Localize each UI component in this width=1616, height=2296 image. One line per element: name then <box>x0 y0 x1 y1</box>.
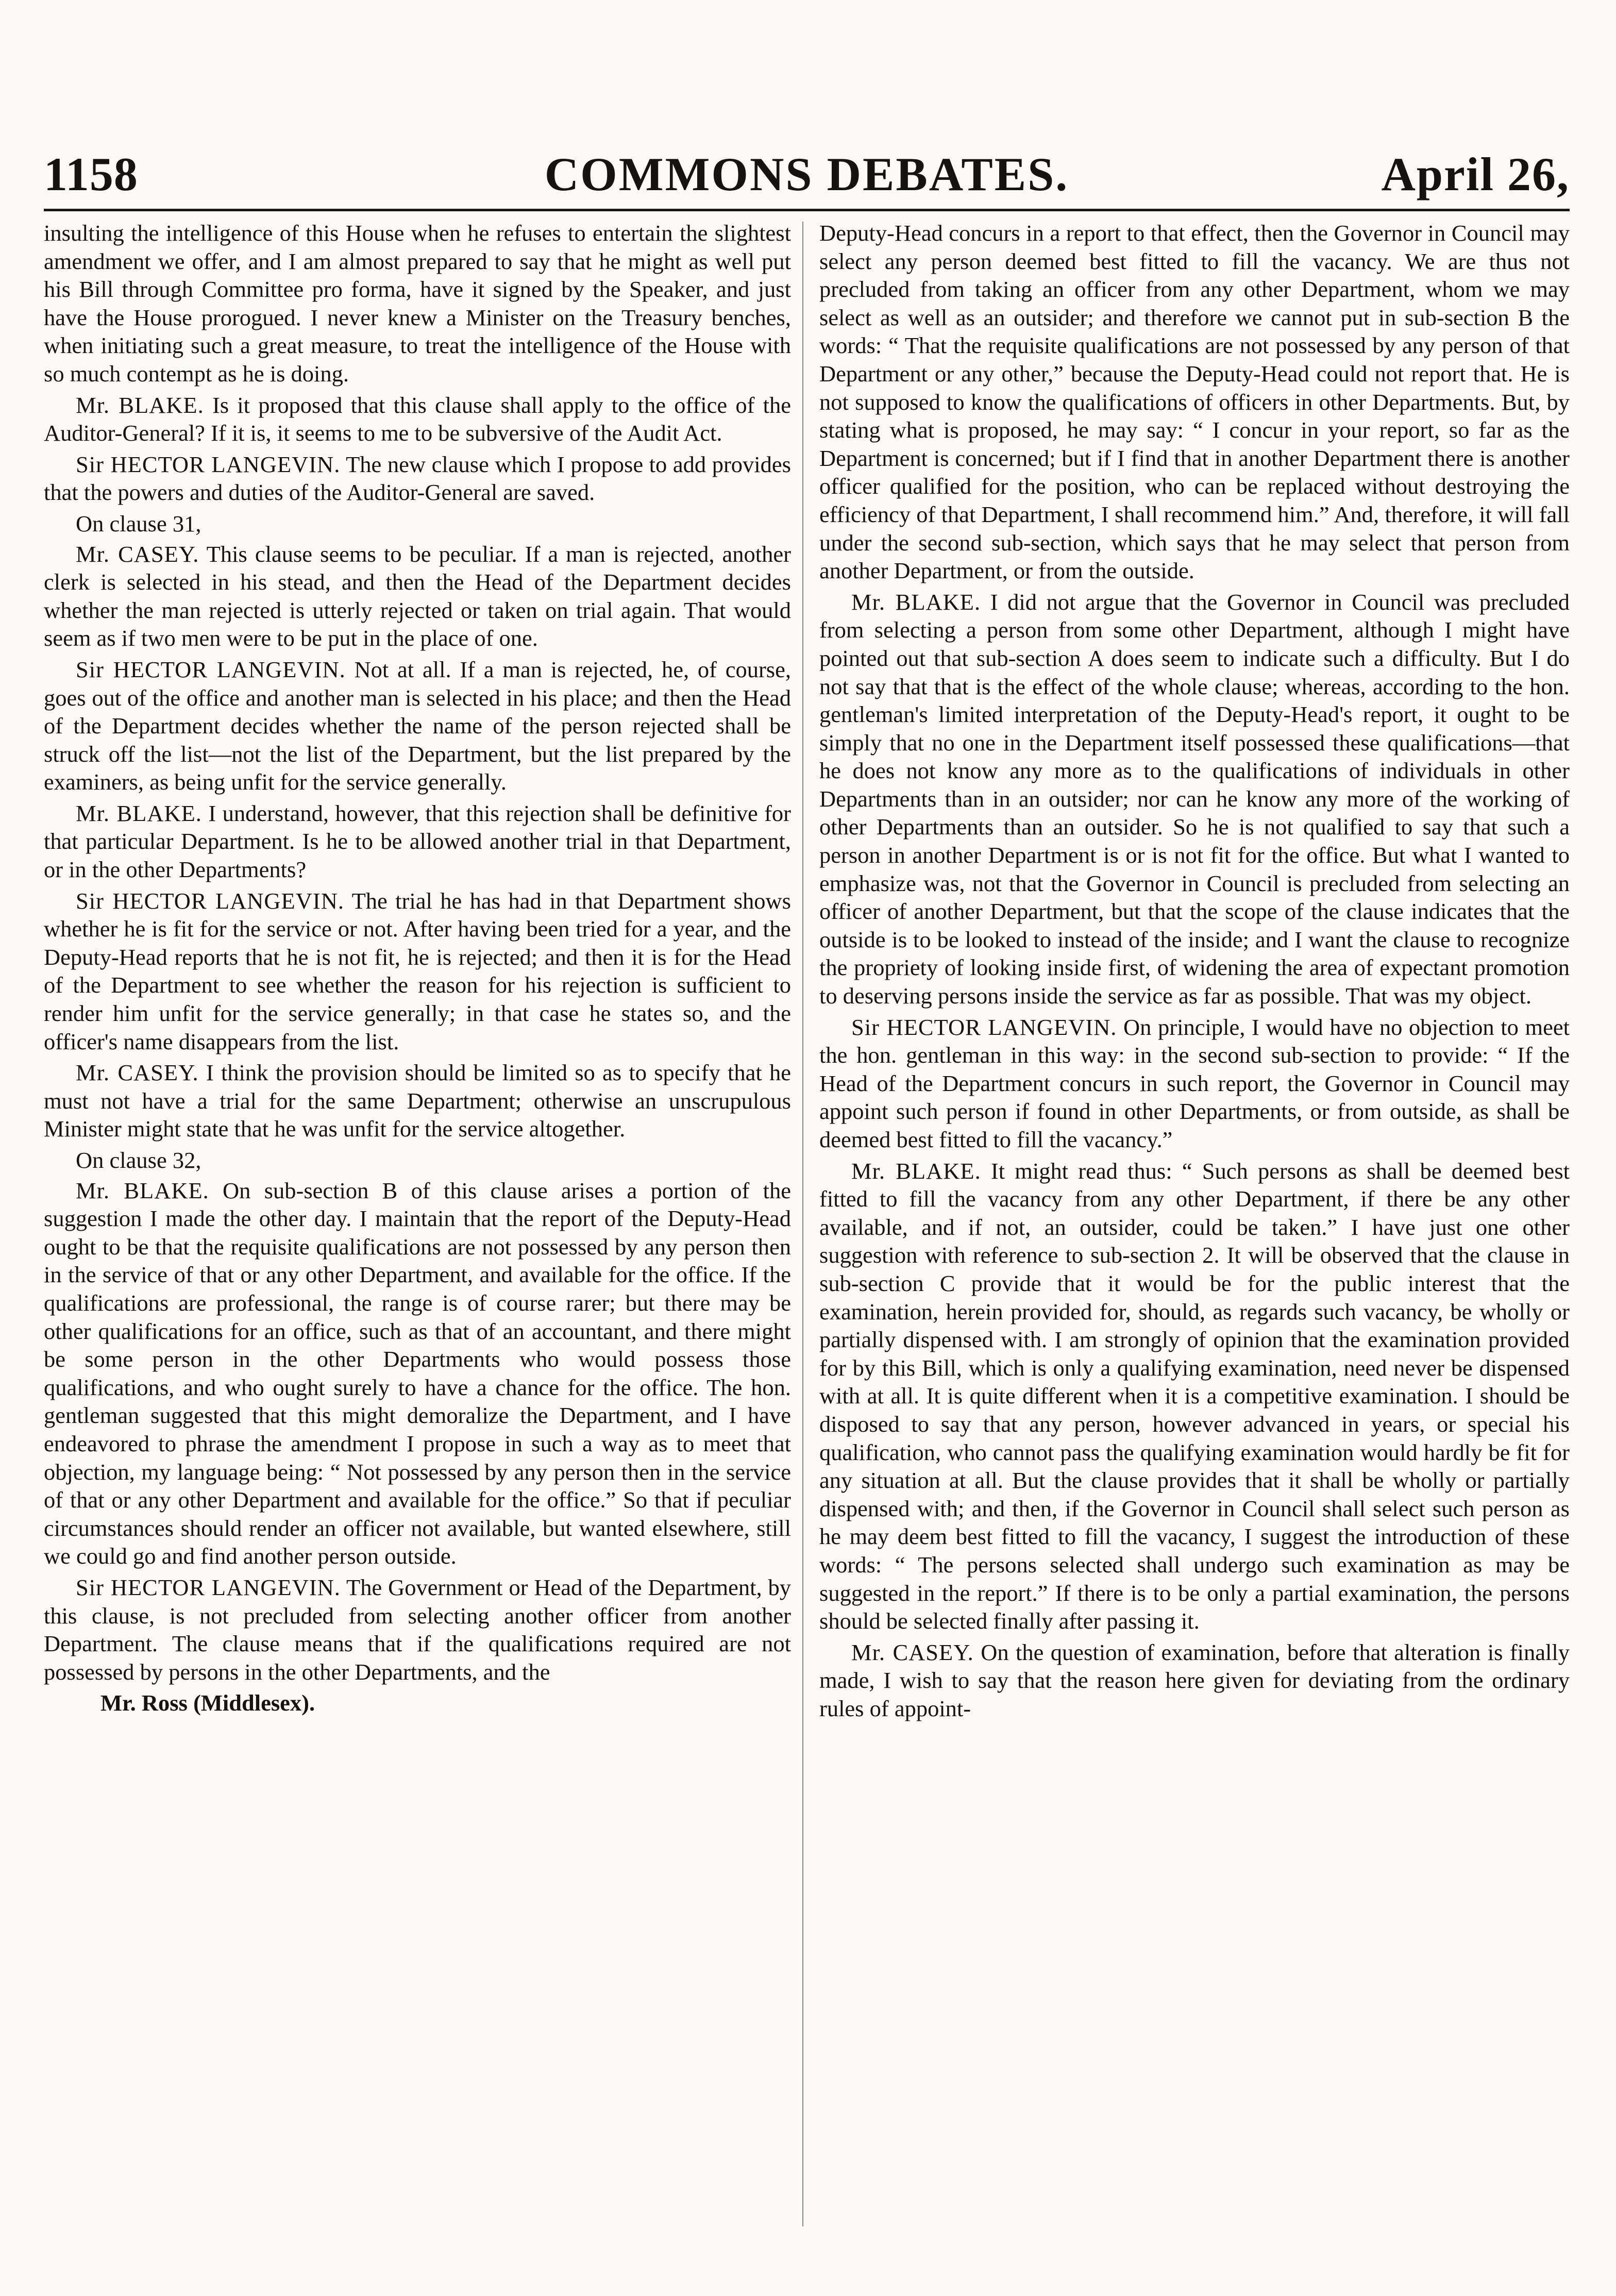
speaker-name: Mr. BLAKE. <box>76 392 204 418</box>
paragraph: Sir HECTOR LANGEVIN. The trial he has had in that Department shows whether he is fit for the service or not. After having been tried for a year, and the Deputy-Head reports that he is not fit, he is rejected; and then it is for the Head of the Department to see whether the reason for his rejection is sufficient to render him unfit for the service generally; in that case he states so, and the officer's name disappears from the list. <box>44 887 791 1054</box>
page-header <box>44 147 1570 211</box>
speaker-name: Mr. BLAKE. <box>76 800 202 826</box>
paragraph: Mr. BLAKE. Is it proposed that this clause shall apply to the office of the Auditor-General? If it is, it seems to me to be subversive of the Audit Act. <box>44 392 792 446</box>
paragraph: Mr. CASEY. This clause seems to be peculiar. If a man is rejected, another clerk is selected in his stead, and then the Head of the Department decides whether the man rejected is utterly rejected or taken on trial again. That would seem as if two men were to be put in the place of one. <box>44 541 791 651</box>
paragraph: Mr. BLAKE. It might read thus: “ Such persons as shall be deemed best fitted to fill the vacancy from any other Department, if there be any other available, and if not, an outsider, could be taken.” I have just one other suggestion with reference to sub-section 2. It will be observed that the clause in sub-section C provide that it would be for the public interest that the examination, herein provided for, should, as regards such vacancy, be wholly or partially dispensed with. I am strongly of opinion that the examination provided for by this Bill, which is only a qualifying examination, need never be dispensed with at all. It is quite different when it is a competitive examination. I should be disposed to say that any person, however advanced in years, or special his qualification, who cannot pass the qualifying examination would hardly be fit for any situation at all. But the clause provides that it shall be wholly or partially dispensed with; and then, if the Governor in Council shall select such person as he may deem best fitted to fill the vacancy, I suggest the introduction of these words: “ The persons selected shall undergo such examination as may be suggested in the report.” If there is to be only a partial examination, the persons should be selected finally after passing it. <box>819 1158 1570 1634</box>
speaker-name: Mr. CASEY. <box>851 1639 974 1665</box>
paragraph: Sir HECTOR LANGEVIN. The Government or Head of the Department, by this clause, is not precluded from selecting another officer from another Department. The clause means that if the qualifications required are not possessed by persons in the other Departments, and the <box>44 1574 792 1685</box>
clause-heading: On clause 32, <box>76 1147 201 1173</box>
paragraph: Sir HECTOR LANGEVIN. The new clause which I propose to add provides that the powers and duties of the Auditor-General are saved. <box>44 451 791 506</box>
speaker-name: Sir HECTOR LANGEVIN. <box>76 656 346 682</box>
clause-heading: On clause 31, <box>76 510 201 537</box>
column-divider <box>802 222 803 2226</box>
speaker-name: Mr. CASEY. <box>76 541 199 567</box>
page-number: 1158 <box>44 148 138 200</box>
speaker-name: Sir HECTOR LANGEVIN. <box>851 1014 1117 1040</box>
paragraph: Sir HECTOR LANGEVIN. Not at all. If a man is rejected, he, of course, goes out of the office and another man is selected in his place; and then the Head of the Department decides whether the name of the person rejected shall be struck off the list—not the list of the Department, but the list prepared by the examiners, as being unfit for the service generally. <box>44 656 791 795</box>
paragraph: Mr. CASEY. On the question of examination, before that alteration is finally made, I wish to say that the reason here given for deviating from the ordinary rules of appoint- <box>819 1639 1570 1721</box>
paragraph: Mr. BLAKE. I did not argue that the Governor in Council was precluded from selecting a person from some other Department, although I might have pointed out that sub-section A does seem to indicate such a difficulty. But I do not say that that is the effect of the whole clause; whereas, according to the hon. gentleman's limited interpretation of the Deputy-Head's report, it ought to be simply that no one in the Department itself possessed these qualifications—that he does not know any more as to the qualifications of individuals in other Departments than in an outsider; nor can he know any more of the working of other Departments than an outsider. So he is not qualified to say that such a person in another Department is or is not fit for the office. But what I wanted to emphasize was, not that the Governor in Council is precluded from selecting an officer of another Department, but that the scope of the clause indicates that the outside is to be looked to instead of the inside; and I want the clause to recognize the propriety of looking inside first, of widening the area of expectant promotion to deserving persons inside the service as far as possible. That was my object. <box>819 589 1570 1009</box>
right-column <box>819 219 1570 1725</box>
speaker-name: Sir HECTOR LANGEVIN. <box>76 1574 341 1600</box>
left-column <box>44 219 791 1720</box>
page-date: April 26, <box>1381 148 1570 200</box>
speaker-name: Mr. BLAKE. <box>851 1158 981 1184</box>
speaker-name: Mr. CASEY. <box>76 1060 199 1086</box>
speaker-name: Sir HECTOR LANGEVIN. <box>76 887 344 914</box>
page-title: COMMONS DEBATES. <box>544 148 1069 200</box>
paragraph: Mr. BLAKE. On sub-section B of this clause arises a portion of the suggestion I made the other day. I maintain that the report of the Deputy-Head ought to be that the requisite qualifications are not possessed by any person then in the service of that or any other Department, and available for the office. If the qualifications are professional, the range is of course rarer; but there may be other qualifications for an office, such as that of an accountant, and there might be some person in the other Departments who would possess those qualifications, and who ought surely to have a chance for the office. The hon. gentleman suggested that this might demoralize the Department, and I have endeavored to phrase the amendment I propose in such a way as to meet that objection, my language being: “ Not possessed by any person then in the service of that or any other Department and available for the office.” So that if peculiar circumstances should render an officer not available, but wanted elsewhere, still we could go and find another person outside. <box>44 1177 791 1569</box>
speaker-name: Mr. BLAKE. <box>76 1177 209 1203</box>
paragraph: Mr. CASEY. I think the provision should be limited so as to specify that he must not have a trial for the same Department; otherwise an unscrupulous Minister might state that he was unfit for the service altogether. <box>44 1060 791 1142</box>
paragraph: Mr. BLAKE. I understand, however, that this rejection shall be definitive for that particular Department. Is he to be allowed another trial in that Department, or in the other Departments? <box>44 800 791 883</box>
paragraph: Deputy-Head concurs in a report to that effect, then the Governor in Council may select any person deemed best fitted to fill the vacancy. We are thus not precluded from taking an officer from any other Department, whom we may select as well as an outsider; and therefore we cannot put in sub-section B the words: “ That the requisite qualifications are not possessed by any person of that Department or any other,” because the Deputy-Head could not report that. He is not supposed to know the qualifications of officers in other Departments. But, by stating what is proposed, he may say: “ I concur in your report, so far as the Department is concerned; but if I find that in another Department there is another officer qualified for the position, who can be replaced without destroying the efficiency of that Department, I shall recommend him.” And, therefore, it will fall under the second sub-section, which says that he may select that person from another Department, or from the outside. <box>819 220 1570 584</box>
speaker-name: Mr. BLAKE. <box>851 589 981 615</box>
speaker-name: Sir HECTOR LANGEVIN. <box>76 451 341 477</box>
paragraph: Sir HECTOR LANGEVIN. On principle, I would have no objection to meet the hon. gentleman in this way: in the second sub-section to provide: “ If the Head of the Department concurs in such report, the Governor in Council may appoint such person if found in other Departments, or from outside, as shall be deemed best fitted to fill the vacancy.” <box>819 1014 1570 1152</box>
paragraph: insulting the intelligence of this House when he refuses to entertain the slightest amendment we offer, and I am almost prepared to say that he might as well put his Bill through Committee pro forma, have it signed by the Speaker, and just have the House prorogued. I never knew a Minister on the Treasury benches, when initiating such a great measure, to treat the intelligence of the House with so much contempt as he is doing. <box>44 220 791 387</box>
footer-note: Mr. Ross (Middlesex). <box>100 1690 315 1716</box>
